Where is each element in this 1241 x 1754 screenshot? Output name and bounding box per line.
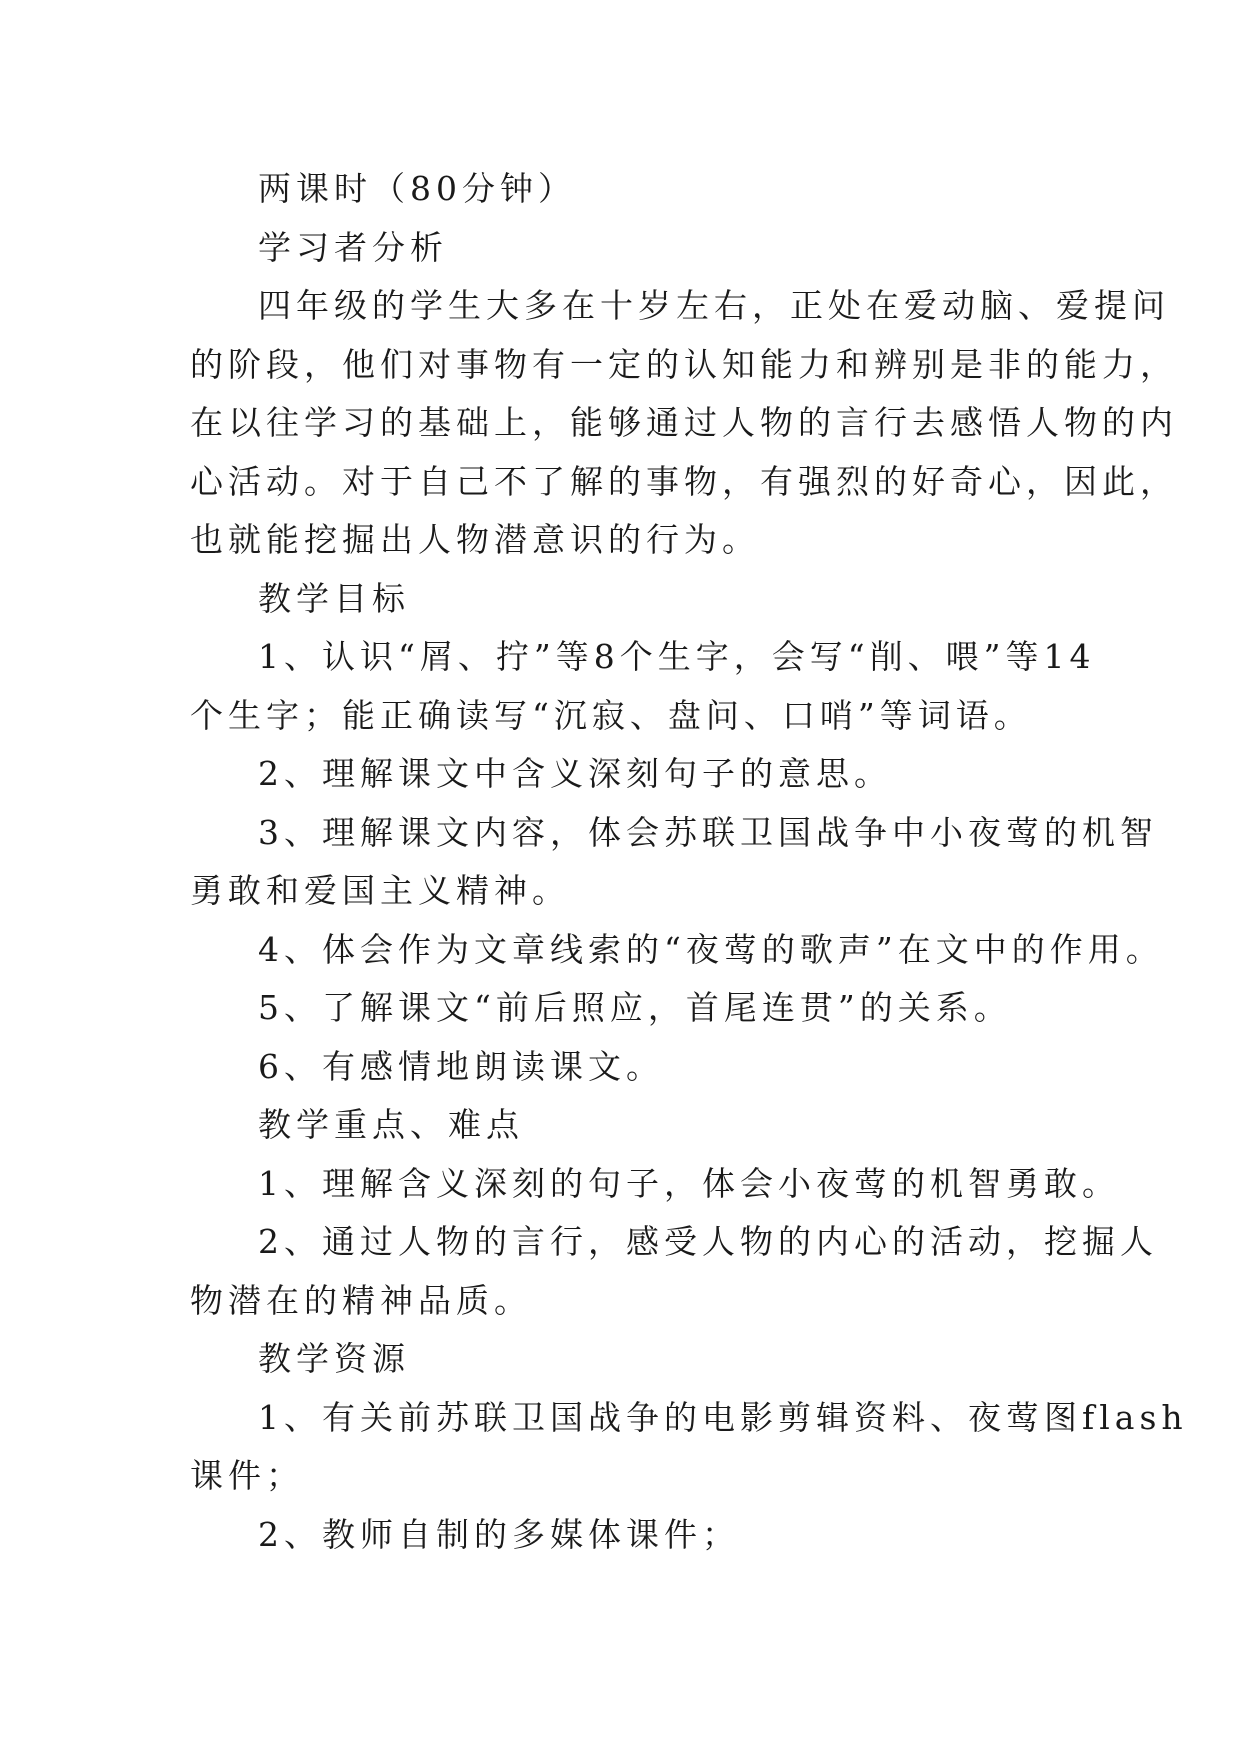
- section-heading: 教学重点、难点: [258, 1105, 524, 1144]
- text-line: 课件；: [190, 1456, 304, 1495]
- text-line: 心活动。对于自己不了解的事物，有强烈的好奇心，因此，: [190, 461, 1178, 501]
- text-line: 物潜在的精神品质。: [190, 1280, 532, 1320]
- text-line: 1、认识“屑、拧”等8个生字，会写“削、喂”等14: [258, 637, 1096, 676]
- text-line: 2、通过人物的言行，感受人物的内心的活动，挖掘人: [258, 1222, 1158, 1261]
- text-line: 四年级的学生大多在十岁左右，正处在爱动脑、爱提问: [258, 286, 1170, 325]
- document-body: [190, 160, 1188, 1564]
- text-line: 在以往学习的基础上，能够通过人物的言行去感悟人物的内: [190, 403, 1178, 442]
- text-line: 两课时（80分钟）: [258, 169, 576, 208]
- text-line: 4、体会作为文章线索的“夜莺的歌声”在文中的作用。: [258, 929, 1164, 969]
- text-line: 个生字；能正确读写“沉寂、盘问、口哨”等词语。: [190, 695, 1032, 735]
- section-heading: 教学目标: [258, 578, 410, 618]
- text-line: 勇敢和爱国主义精神。: [190, 871, 570, 910]
- text-line: 2、教师自制的多媒体课件；: [258, 1514, 740, 1554]
- text-line: 2、理解课文中含义深刻句子的意思。: [258, 754, 892, 793]
- text-line: 也就能挖掘出人物潜意识的行为。: [190, 520, 760, 559]
- text-line: 1、有关前苏联卫国战争的电影剪辑资料、夜莺图flash: [258, 1397, 1188, 1437]
- text-line: 3、理解课文内容，体会苏联卫国战争中小夜莺的机智: [258, 812, 1158, 852]
- text-line: 6、有感情地朗读课文。: [258, 1046, 664, 1086]
- text-line: 5、了解课文“前后照应，首尾连贯”的关系。: [258, 988, 1012, 1027]
- section-heading: 教学资源: [258, 1339, 410, 1378]
- text-line: 的阶段，他们对事物有一定的认知能力和辨别是非的能力，: [190, 344, 1178, 384]
- section-heading: 学习者分析: [258, 227, 448, 267]
- text-line: 1、理解含义深刻的句子，体会小夜莺的机智勇敢。: [258, 1163, 1120, 1203]
